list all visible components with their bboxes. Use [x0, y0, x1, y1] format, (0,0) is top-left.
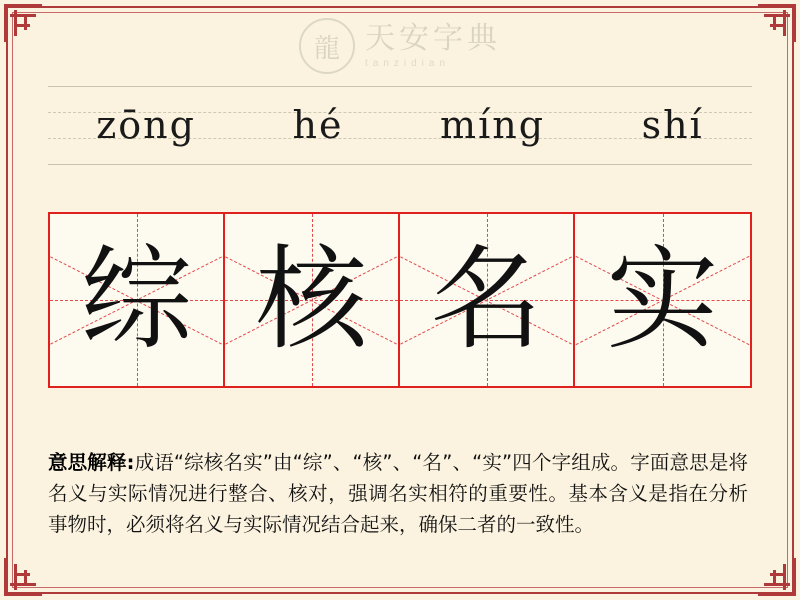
character-grid	[48, 212, 752, 388]
pinyin-syllable: shí	[641, 103, 704, 147]
character-glyph: 实	[606, 235, 719, 365]
staff-line-bottom	[48, 164, 752, 165]
character-cell	[400, 214, 575, 386]
corner-ornament-bottom-left	[4, 558, 42, 596]
pinyin-staff	[48, 86, 752, 166]
site-subtitle: tanzidian	[365, 57, 451, 69]
corner-ornament-top-right	[758, 4, 796, 42]
explanation-label: 意思解释:	[48, 451, 135, 474]
pinyin-syllable: hé	[292, 103, 344, 147]
character-glyph: 名	[430, 235, 543, 365]
seal-glyph: 龍	[313, 33, 340, 64]
pinyin-syllable: zōng	[96, 103, 196, 147]
character-cell	[225, 214, 400, 386]
site-title: 天安字典	[365, 20, 501, 56]
character-glyph: 综	[80, 235, 193, 365]
character-glyph: 核	[255, 235, 368, 365]
character-cell	[50, 214, 225, 386]
pinyin-syllable: míng	[440, 103, 546, 147]
explanation-text: 成语“综核名实”由“综”、“核”、“名”、“实”四个字组成。字面意思是将名义与实际情况进行整合、核对，强调名实相符的重要性。基本含义是指在分析事物时，必须将名义与实际情况结合起来，确保二者的一致性。	[48, 451, 748, 536]
character-cell	[575, 214, 750, 386]
explanation-block	[48, 448, 748, 540]
corner-ornament-bottom-right	[758, 558, 796, 596]
corner-ornament-top-left	[4, 4, 42, 42]
pinyin-row	[48, 86, 752, 164]
